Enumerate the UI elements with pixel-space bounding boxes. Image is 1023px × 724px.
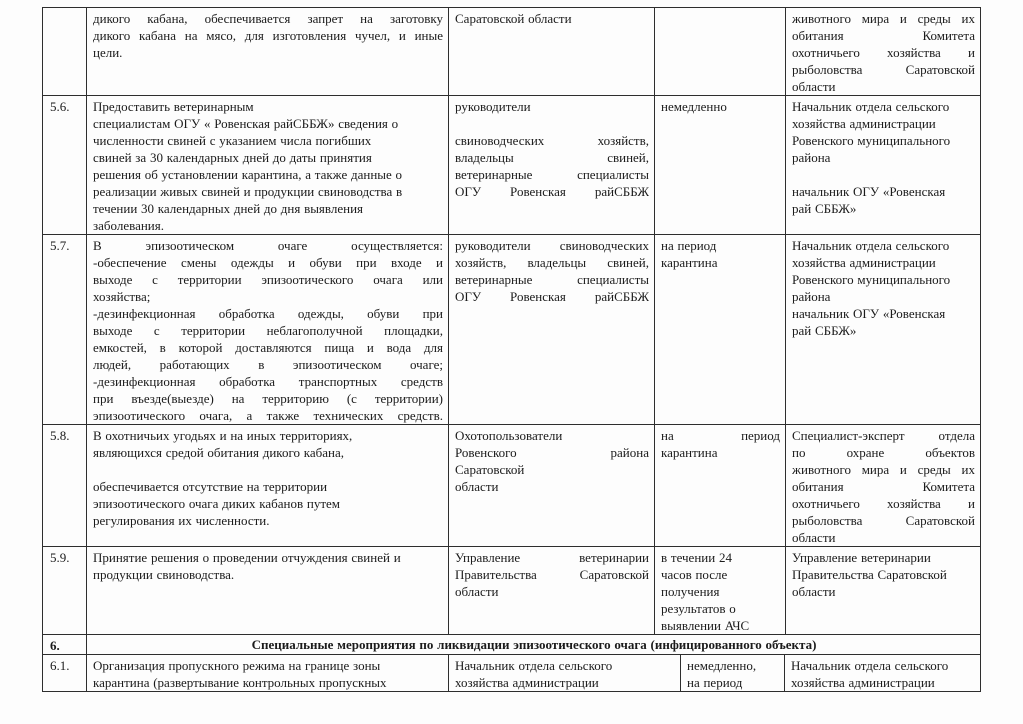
cell-control: Начальник отдела сельского хозяйства администрации Ровенского муниципального района начальник ОГУ «Ровенская рай СББЖ» (786, 235, 981, 425)
cell-executors: Управление ветеринарии Правительства Саратовской области (449, 547, 655, 635)
cell-action: Предоставить ветеринарным специалистам ОГУ « Ровенская райСББЖ» сведения о численности свиней с указанием числа погибших свиней за 30 календарных дней до даты принятия решения об установлении карантина, а также данные о реализации живых свиней и продукции свиноводства в течении 30 календарных дней до дня выявления заболевания. (87, 96, 449, 235)
table-row-continued (43, 8, 981, 96)
section-number-cell: 6. (43, 635, 87, 655)
cell-action: Организация пропускного режима на границе зоны карантина (развертывание контрольных пропускных (87, 655, 449, 692)
cell-number (43, 8, 87, 96)
cell-executors: Охотопользователи Ровенского района Саратовской области (449, 425, 655, 547)
table-row-5-6 (43, 96, 981, 235)
cell-action: В охотничьих угодьях и на иных территориях, являющихся средой обитания дикого кабана, обеспечивается отсутствие на территории эпизоотического очага диких кабанов путем регулирования их численности. (87, 425, 449, 547)
cell-number: 5.7. (43, 235, 87, 425)
cell-control: животного мира и среды их обитания Комитета охотничьего хозяйства и рыболовства Саратовской области (786, 8, 981, 96)
cell-action: дикого кабана, обеспечивается запрет на заготовку дикого кабана на мясо, для изготовления чучел, и иные цели. (87, 8, 449, 96)
cell-control: Управление ветеринарии Правительства Саратовской области (786, 547, 981, 635)
cell-action: Принятие решения о проведении отчуждения свиней и продукции свиноводства. (87, 547, 449, 635)
cell-term: немедленно (655, 96, 786, 235)
cell-control: Специалист-эксперт отдела по охране объектов животного мира и среды их обитания Комитета охотничьего хозяйства и рыболовства Саратовской области (786, 425, 981, 547)
cell-executors: руководители свиноводческих хозяйств, владельцы свиней, ветеринарные специалисты ОГУ Ровенская райСББЖ (449, 96, 655, 235)
quarantine-measures-table-continued (42, 654, 981, 692)
cell-number: 6.1. (43, 655, 87, 692)
cell-action: В эпизоотическом очаге осуществляется: -обеспечение смены одежды и обуви при входе и выходе с территории эпизоотического очага или хозяйства; -дезинфекционная обработка одежды, обуви при выходе с территории неблагополучной площадки, емкостей, в которой доставляются пища и вода для людей, работающих в эпизоотическом очаге; -дезинфекционная обработка транспортных средств при въезде(выезде) на территорию (с территории) эпизоотического очага, а также технических средств. (87, 235, 449, 425)
cell-term: немедленно, на период (681, 655, 785, 692)
cell-executors: Начальник отдела сельского хозяйства администрации (449, 655, 681, 692)
table-row-5-9 (43, 547, 981, 635)
cell-term: на период карантина (655, 425, 786, 547)
section-title-cell: Специальные мероприятия по ликвидации эпизоотического очага (инфицированного объекта) (87, 635, 981, 655)
table-container (42, 7, 980, 692)
table-row-5-7 (43, 235, 981, 425)
cell-term (655, 8, 786, 96)
cell-control: Начальник отдела сельского хозяйства администрации Ровенского муниципального района начальник ОГУ «Ровенская рай СББЖ» (786, 96, 981, 235)
cell-number: 5.8. (43, 425, 87, 547)
cell-control: Начальник отдела сельского хозяйства администрации (785, 655, 981, 692)
cell-term: в течении 24 часов после получения результатов о выявлении АЧС (655, 547, 786, 635)
quarantine-measures-table (42, 7, 981, 655)
cell-executors: руководители свиноводческих хозяйств, владельцы свиней, ветеринарные специалисты ОГУ Ровенская райСББЖ (449, 235, 655, 425)
cell-number: 5.9. (43, 547, 87, 635)
cell-executors: Саратовской области (449, 8, 655, 96)
cell-number: 5.6. (43, 96, 87, 235)
section-header-row (43, 635, 981, 655)
cell-term: на период карантина (655, 235, 786, 425)
table-row-6-1 (43, 655, 981, 692)
table-row-5-8 (43, 425, 981, 547)
